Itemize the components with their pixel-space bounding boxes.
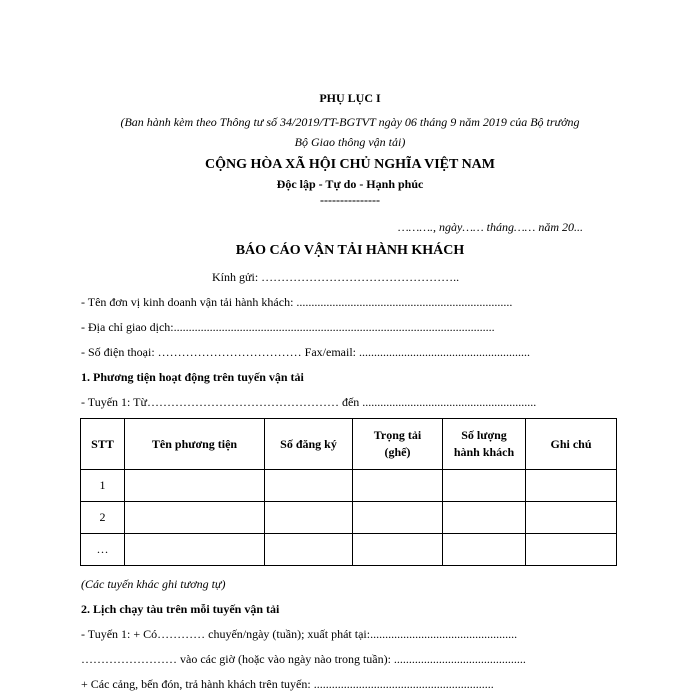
other-routes-note: (Các tuyến khác ghi tương tự): [81, 577, 226, 591]
cell-empty: [443, 534, 526, 566]
cell-empty: [353, 534, 443, 566]
issued-note-line1: (Ban hành kèm theo Thông tư số 34/2019/TT-BGTVT ngày 06 tháng 9 năm 2019 của Bộ trưởng: [120, 115, 580, 129]
cell-empty: [353, 502, 443, 534]
row-number: 1: [81, 470, 125, 502]
schedule-line1: - Tuyến 1: + Có………… chuyến/ngày (tuần); xuất phát tại:.................................................: [81, 627, 518, 641]
cell-empty: [125, 502, 265, 534]
row-number: 2: [81, 502, 125, 534]
cell-empty: [125, 534, 265, 566]
table-row: [81, 502, 617, 534]
section1-heading: 1. Phương tiện hoạt động trên tuyến vận tải: [81, 370, 304, 384]
address-field: - Địa chỉ giao dịch:...........................................................................................................: [81, 320, 495, 334]
cell-empty: [125, 470, 265, 502]
issued-note-line2: Bộ Giao thông vận tải): [294, 135, 406, 149]
header-notes: Ghi chú: [526, 419, 617, 470]
phone-fax-field: - Số điện thoại: ……………………………… Fax/email: .........................................................: [81, 345, 530, 359]
table-row: [81, 470, 617, 502]
cell-empty: [265, 534, 353, 566]
table-header-row: [81, 419, 617, 470]
cell-empty: [526, 534, 617, 566]
cell-empty: [443, 502, 526, 534]
motto: Độc lập - Tự do - Hạnh phúc: [276, 177, 424, 191]
route1-line: - Tuyến 1: Từ………………………………………… đến ..........................................................: [81, 395, 537, 409]
cell-empty: [265, 502, 353, 534]
cell-empty: [353, 470, 443, 502]
section2-heading: 2. Lịch chạy tàu trên mỗi tuyến vận tải: [81, 602, 280, 616]
cell-empty: [526, 502, 617, 534]
header-capacity: Trọng tải (ghế): [353, 419, 443, 470]
row-number: …: [81, 534, 125, 566]
schedule-line3: + Các cảng, bến đón, trả hành khách trên tuyến: ............................................................: [81, 677, 494, 691]
company-name-field: - Tên đơn vị kinh doanh vận tải hành khách: ........................................................................: [81, 295, 513, 309]
cell-empty: [526, 470, 617, 502]
separator-line: ---------------: [320, 193, 380, 207]
header-registration: Số đăng ký: [265, 419, 353, 470]
report-title: BÁO CÁO VẬN TẢI HÀNH KHÁCH: [235, 243, 465, 258]
cell-empty: [265, 470, 353, 502]
schedule-line2: …………………… vào các giờ (hoặc vào ngày nào trong tuần): ............................................: [81, 652, 526, 666]
header-vehicle-name: Tên phương tiện: [125, 419, 265, 470]
header-stt: STT: [81, 419, 125, 470]
date-line: ………., ngày…… tháng…… năm 20...: [398, 220, 584, 234]
cell-empty: [443, 470, 526, 502]
table-row: [81, 534, 617, 566]
vehicle-table: [80, 418, 617, 566]
header-passenger-count: Số lượng hành khách: [443, 419, 526, 470]
recipient-line: Kính gửi: …………………………………………..: [212, 270, 460, 284]
republic-title: CỘNG HÒA XÃ HỘI CHỦ NGHĨA VIỆT NAM: [204, 157, 495, 172]
appendix-title: PHỤ LỤC I: [319, 91, 381, 105]
